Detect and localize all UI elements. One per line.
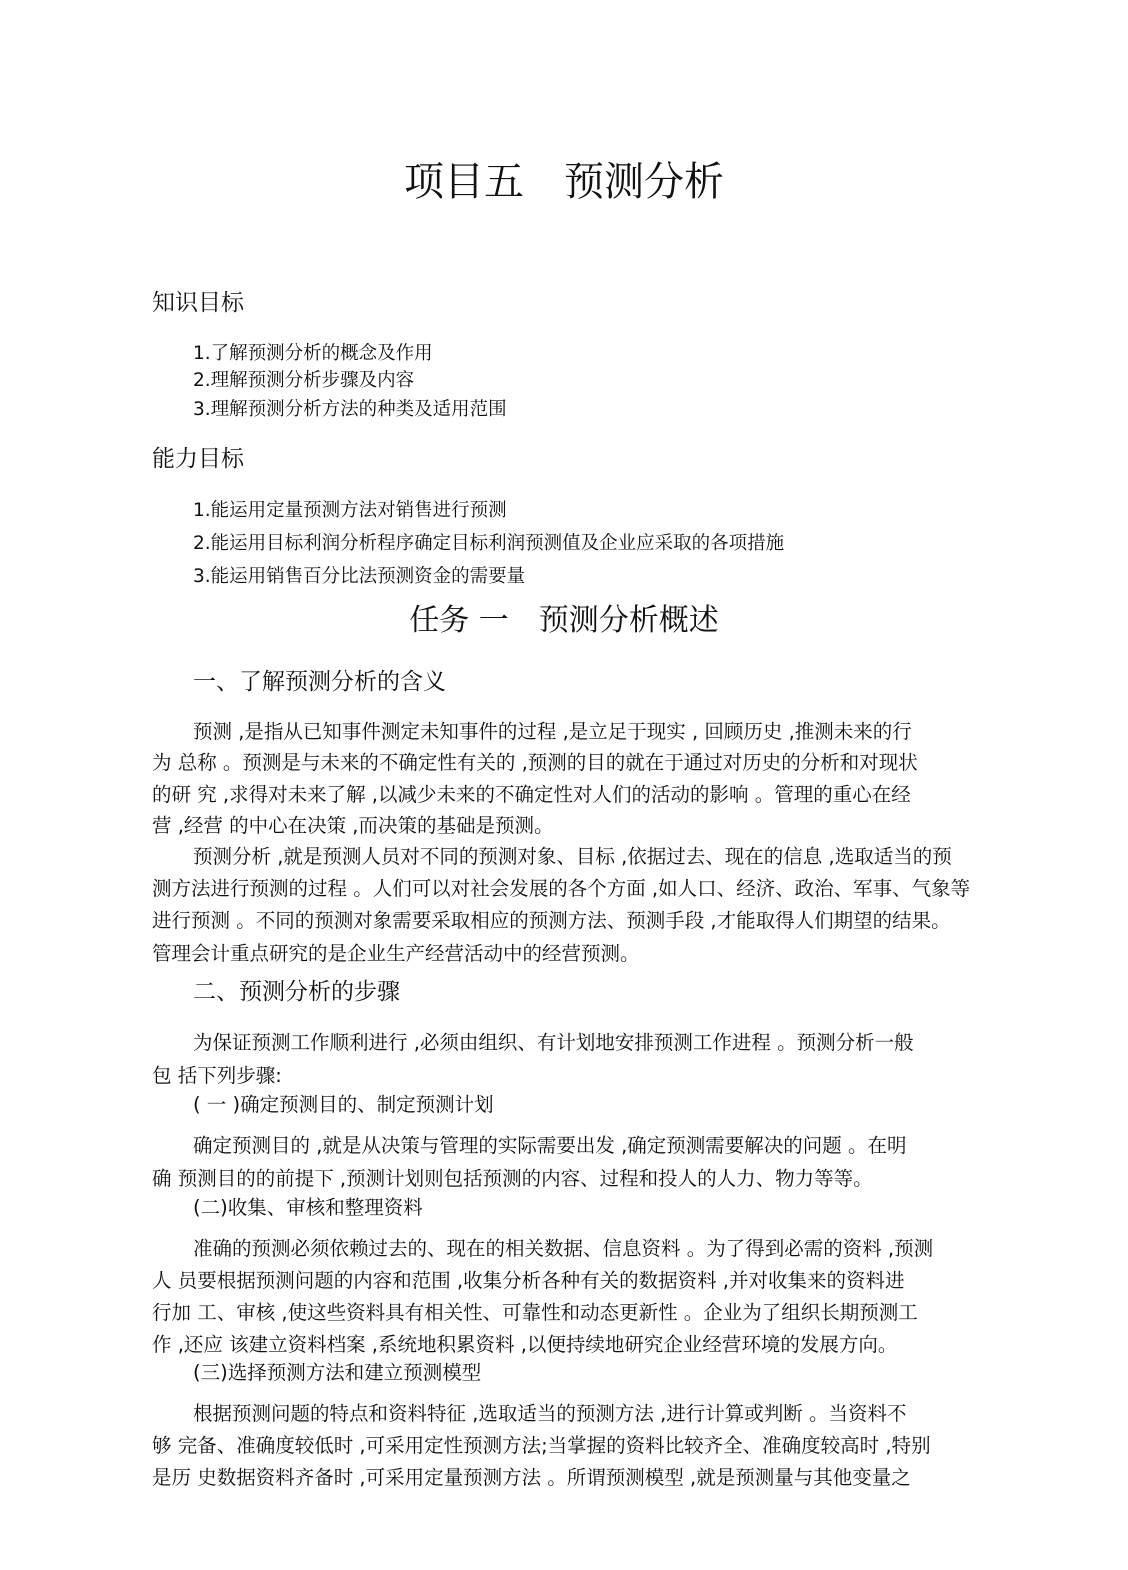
paragraph-line: 预测 ,是指从已知事件测定未知事件的过程 ,是立足于现实 , 回顾历史 ,推测未来的行 [193, 720, 912, 743]
paragraph-line: 包 括下列步骤: [152, 1064, 282, 1087]
paragraph-line: 人 员要根据预测问题的内容和范围 ,收集分析各种有关的数据资料 ,并对收集来的资料进 [152, 1269, 905, 1292]
list-item: 1.能运用定量预测方法对销售进行预测 [193, 500, 507, 521]
paragraph-line: 确 预测目的的前提下 ,预测计划则包括预测的内容、过程和投人的人力、物力等等。 [152, 1167, 873, 1190]
knowledge-heading: 知识目标 [152, 290, 244, 316]
paragraph-line: 根据预测问题的特点和资料特征 ,选取适当的预测方法 ,进行计算或判断 。当资料不 [193, 1402, 907, 1425]
section-heading: 一、了解预测分析的含义 [193, 669, 446, 695]
paragraph-line: 营 ,经营 的中心在决策 ,而决策的基础是预测。 [152, 814, 554, 837]
step-heading: ( 一 )确定预测目的、制定预测计划 [193, 1093, 494, 1116]
paragraph-line: 预测分析 ,就是预测人员对不同的预测对象、目标 ,依据过去、现在的信息 ,选取适当的预 [193, 845, 952, 868]
step-heading: (三)选择预测方法和建立预测模型 [193, 1361, 482, 1384]
list-item: 3.能运用销售百分比法预测资金的需要量 [193, 566, 526, 587]
paragraph-line: 的研 究 ,求得对未来了解 ,以减少未来的不确定性对人们的活动的影响 。管理的重心在经 [152, 783, 911, 806]
paragraph-line: 测方法进行预测的过程 。人们可以对社会发展的各个方面 ,如人口、经济、政治、军事、气象等 [152, 877, 971, 900]
list-item: 3.理解预测分析方法的种类及适用范围 [193, 399, 507, 420]
paragraph-line: 管理会计重点研究的是企业生产经营活动中的经营预测。 [152, 942, 640, 965]
paragraph-line: 确定预测目的 ,就是从决策与管理的实际需要出发 ,确定预测需要解决的问题 。在明 [193, 1134, 907, 1157]
list-item: 1.了解预测分析的概念及作用 [193, 343, 433, 364]
list-item: 2.理解预测分析步骤及内容 [193, 370, 415, 391]
paragraph-line: 为 总称 。预测是与未来的不确定性有关的 ,预测的目的就在于通过对历史的分析和对现状 [152, 751, 918, 774]
paragraph-line: 是历 史数据资料齐备时 ,可采用定量预测方法 。所谓预测模型 ,就是预测量与其他变量之 [152, 1466, 911, 1489]
section-heading: 二、预测分析的步骤 [193, 979, 400, 1005]
ability-heading: 能力目标 [152, 446, 244, 472]
list-item: 2.能运用目标利润分析程序确定目标利润预测值及企业应采取的各项措施 [193, 533, 785, 554]
task-title: 任务 一 预测分析概述 [409, 603, 719, 638]
paragraph-line: 行加 工、审核 ,使这些资料具有相关性、可靠性和动态更新性 。企业为了组织长期预测工 [152, 1301, 918, 1324]
paragraph-line: 作 ,还应 该建立资料档案 ,系统地积累资料 ,以便持续地研究企业经营环境的发展方向。 [152, 1333, 898, 1356]
paragraph-line: 进行预测 。不同的预测对象需要采取相应的预测方法、预测手段 ,才能取得人们期望的结果。 [152, 909, 951, 932]
step-heading: (二)收集、审核和整理资料 [193, 1196, 423, 1219]
page-title: 项目五 预测分析 [404, 159, 724, 205]
paragraph-line: 准确的预测必须依赖过去的、现在的相关数据、信息资料 。为了得到必需的资料 ,预测 [193, 1237, 934, 1260]
paragraph-line: 为保证预测工作顺利进行 ,必须由组织、有计划地安排预测工作进程 。预测分析一般 [193, 1031, 914, 1054]
paragraph-line: 够 完备、准确度较低时 ,可采用定性预测方法;当掌握的资料比较齐全、准确度较高时 ,特别 [152, 1434, 931, 1457]
